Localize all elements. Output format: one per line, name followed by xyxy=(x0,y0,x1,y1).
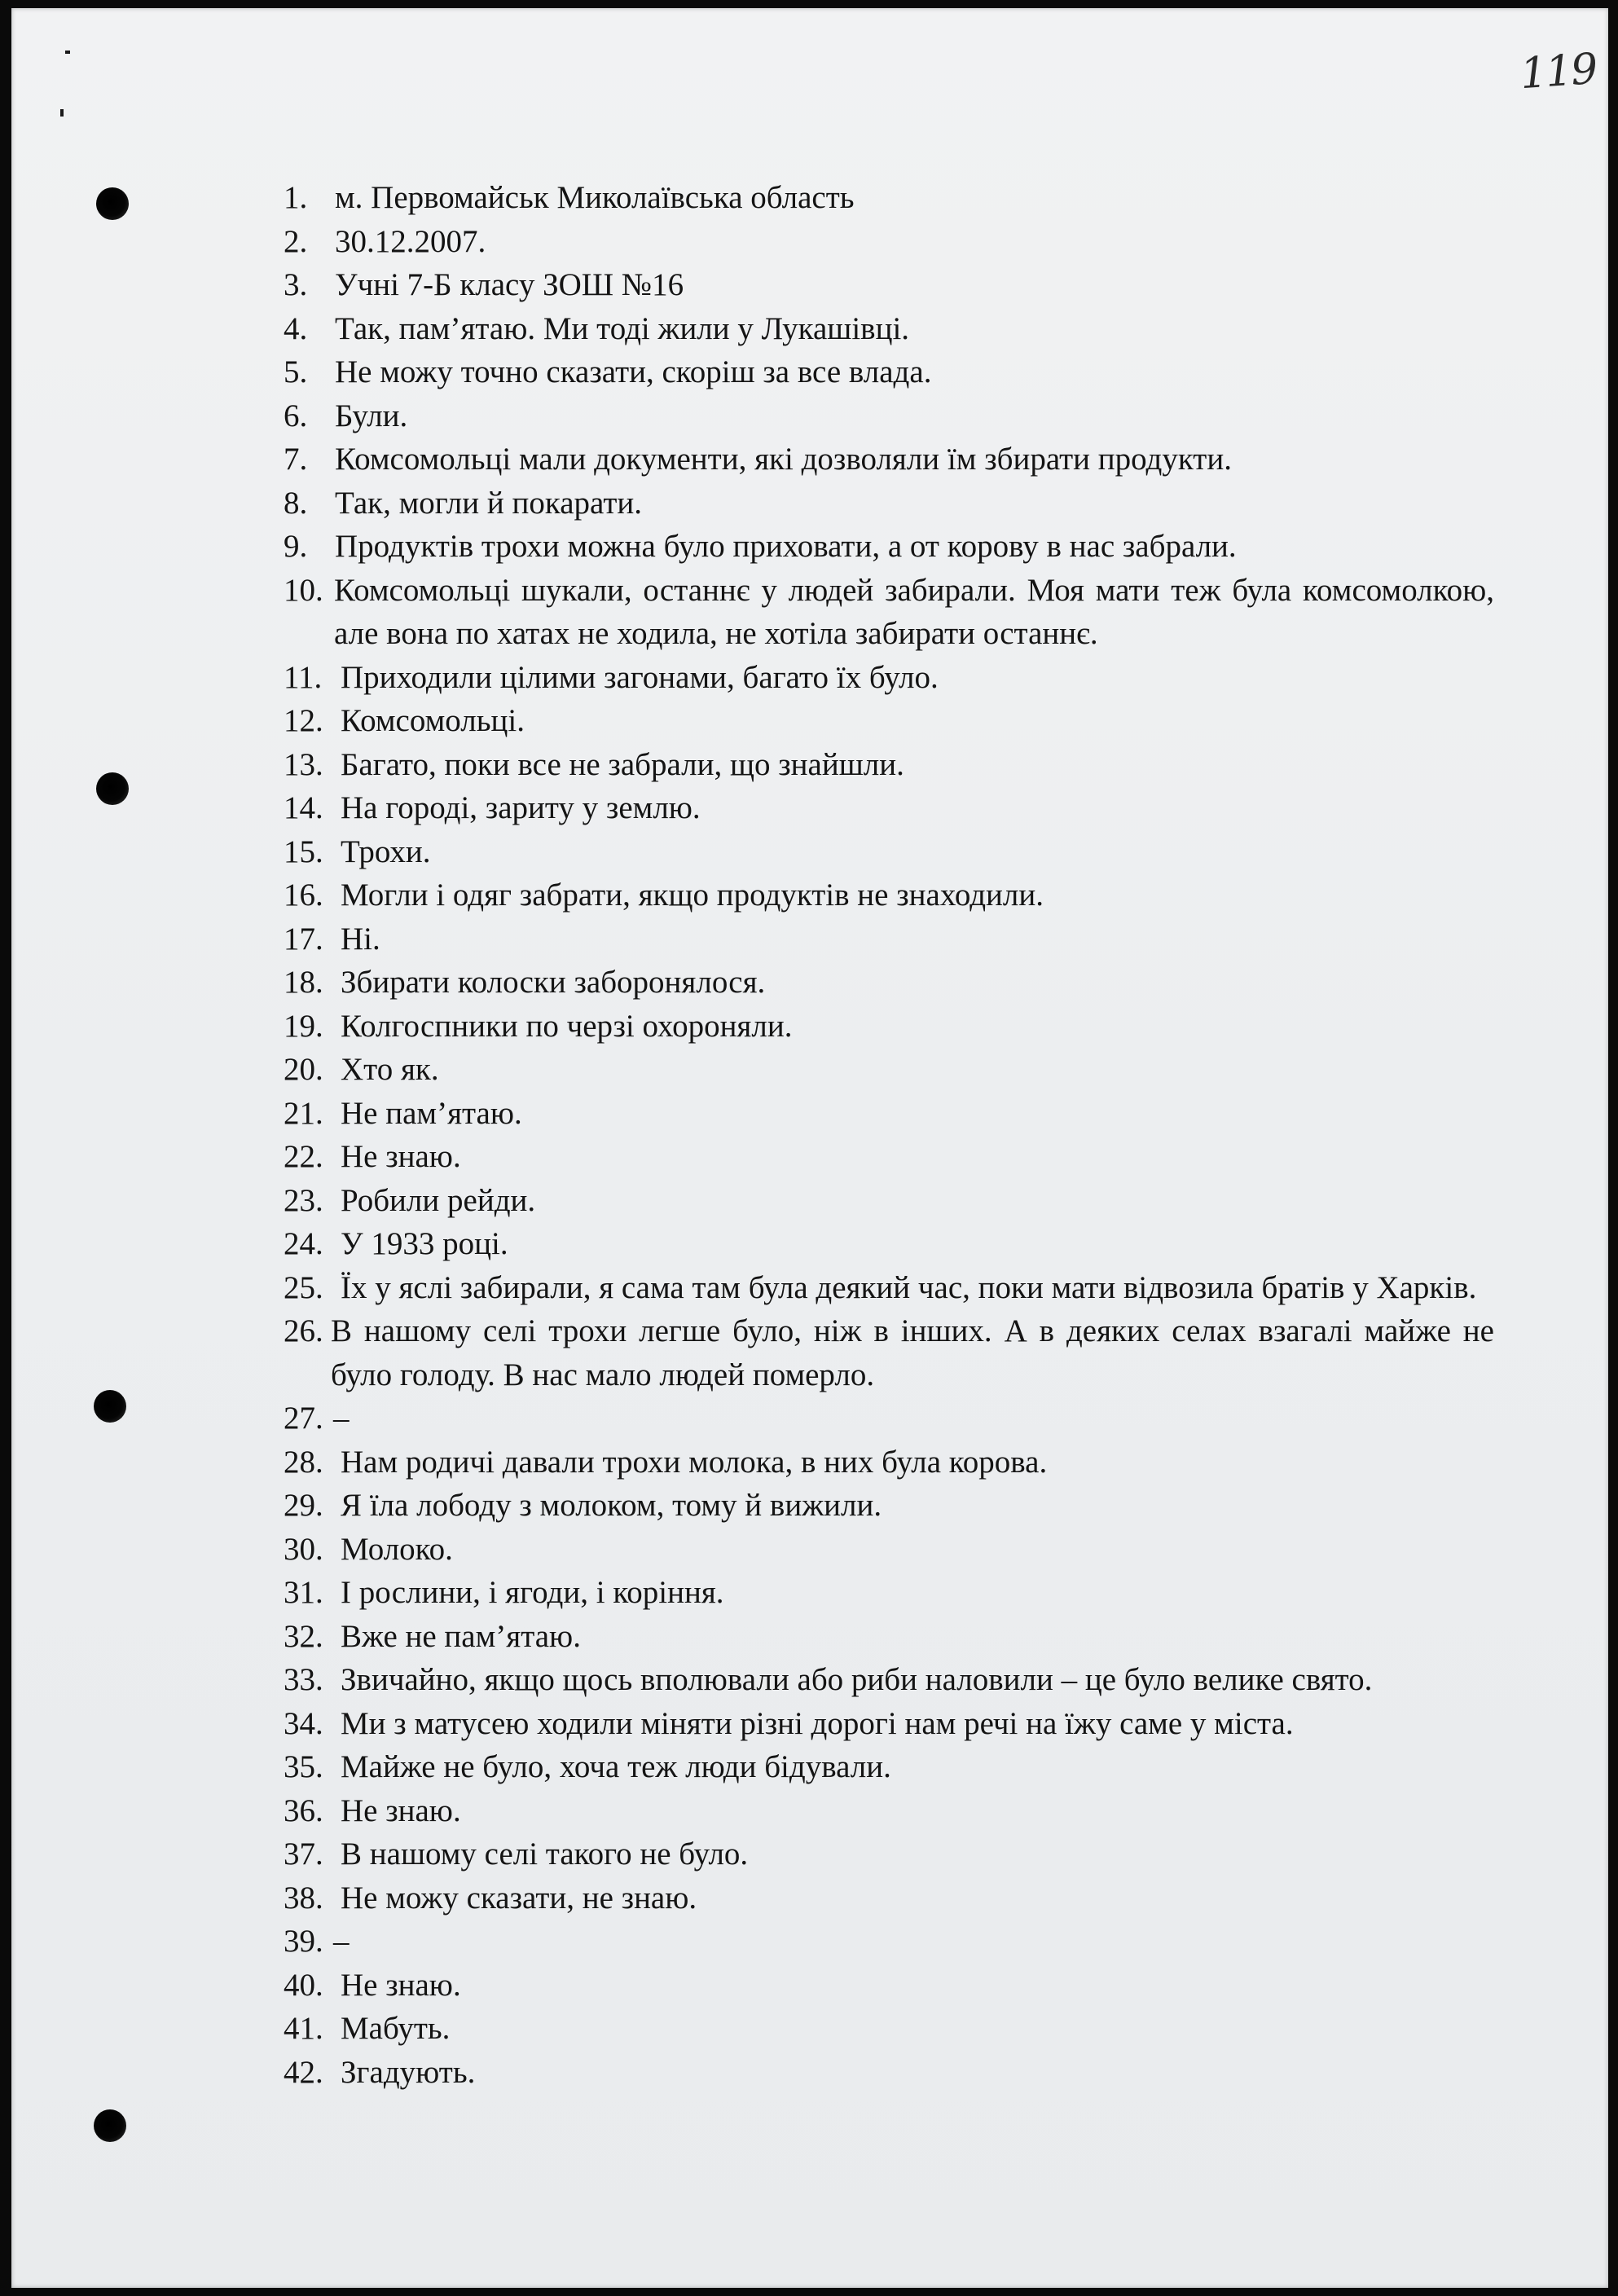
answer-number: 7. xyxy=(284,442,308,477)
answer-item xyxy=(11,1876,1608,1920)
answer-item xyxy=(11,873,1608,917)
answer-text: Ні. xyxy=(341,921,380,957)
answer-item xyxy=(11,1309,1608,1397)
answer-item xyxy=(11,917,1608,961)
answer-item xyxy=(11,1397,1608,1440)
answer-number: 36. xyxy=(284,1792,323,1828)
answer-item xyxy=(11,699,1608,743)
answer-number: 25. xyxy=(284,1269,323,1305)
answer-item xyxy=(11,1135,1608,1179)
answer-item xyxy=(11,482,1608,526)
answer-number: 19. xyxy=(284,1008,323,1044)
answer-number: 35. xyxy=(284,1749,323,1784)
answer-item xyxy=(11,263,1608,307)
answer-number: 12. xyxy=(284,703,323,738)
answer-item xyxy=(11,176,1608,220)
answer-item xyxy=(11,1832,1608,1876)
answer-number: 42. xyxy=(284,2054,323,2090)
answer-text: Не пам’ятаю. xyxy=(341,1095,522,1131)
answer-text: Згадують. xyxy=(341,2054,476,2090)
answer-number: 15. xyxy=(284,834,323,869)
answer-item xyxy=(11,1571,1608,1615)
answer-number: 37. xyxy=(284,1836,323,1872)
answer-number: 14. xyxy=(284,790,323,825)
answer-item xyxy=(11,1658,1608,1702)
answer-text: Багато, поки все не забрали, що знайшли. xyxy=(341,746,904,782)
answer-item xyxy=(11,656,1608,700)
answer-text: Збирати колоски заборонялося. xyxy=(341,965,766,1000)
answer-text: Не можу сказати, не знаю. xyxy=(341,1880,697,1916)
answer-text: Були. xyxy=(335,398,408,433)
answer-text: – xyxy=(333,1401,350,1436)
answer-number: 24. xyxy=(284,1226,323,1261)
answer-item xyxy=(11,2051,1608,2095)
answer-number: 21. xyxy=(284,1095,323,1131)
answer-item xyxy=(11,438,1608,482)
answer-text: Не знаю. xyxy=(341,1139,461,1174)
answer-number: 11. xyxy=(284,659,323,695)
answer-text: Комсомольці мали документи, які дозволяли їм збирати продукти. xyxy=(335,442,1232,477)
answer-text: Молоко. xyxy=(341,1531,453,1567)
answer-text: Ми з матусею ходили міняти різні дорогі нам речі на їжу саме у міста. xyxy=(341,1705,1294,1741)
answer-text: Не можу точно сказати, скоріш за все влада. xyxy=(335,354,932,389)
answer-text: Майже не було, хоча теж люди бідували. xyxy=(341,1749,891,1784)
answer-number: 29. xyxy=(284,1488,323,1523)
answer-text: Їх у яслі забирали, я сама там була деякий час, поки мати відвозила братів у Харків. xyxy=(341,1269,1477,1305)
answer-number: 39. xyxy=(284,1924,323,1959)
answer-item xyxy=(11,1179,1608,1223)
answer-text: В нашому селі такого не було. xyxy=(341,1836,749,1872)
answer-number: 32. xyxy=(284,1618,323,1654)
answer-text: Не знаю. xyxy=(341,1967,461,2003)
answer-text: Колгоспники по черзі охороняли. xyxy=(341,1008,793,1044)
answer-text: У 1933 році. xyxy=(341,1226,508,1261)
answer-text: На городі, зариту у землю. xyxy=(341,790,701,825)
answer-number: 30. xyxy=(284,1531,323,1567)
answer-text: м. Первомайськ Миколаївська область xyxy=(335,180,855,215)
answer-item xyxy=(11,220,1608,264)
answer-text: – xyxy=(333,1924,350,1959)
answer-text: Учні 7-Б класу ЗОШ №16 xyxy=(335,267,684,302)
answer-number: 4. xyxy=(284,310,308,346)
answer-number: 2. xyxy=(284,223,308,259)
answer-text: Звичайно, якщо щось вполювали або риби наловили – це було велике свято. xyxy=(341,1662,1373,1697)
ink-mark xyxy=(65,51,70,54)
answer-number: 34. xyxy=(284,1705,323,1741)
answer-number: 10. xyxy=(284,572,323,608)
answer-number: 20. xyxy=(284,1052,323,1087)
answer-item xyxy=(11,525,1608,569)
answer-number: 3. xyxy=(284,267,308,302)
answer-text: Так, пам’ятаю. Ми тоді жили у Лукашівці. xyxy=(335,310,910,346)
answer-text: В нашому селі трохи легше було, ніж в інших. А в деяких селах взагалі майже не було голоду. В нас мало людей померло. xyxy=(331,1313,1494,1392)
answer-item xyxy=(11,1440,1608,1484)
answer-item xyxy=(11,1702,1608,1746)
answer-text: Я їла лободу з молоком, тому й вижили. xyxy=(341,1488,882,1523)
answer-number: 13. xyxy=(284,746,323,782)
answer-item xyxy=(11,786,1608,830)
answer-number: 40. xyxy=(284,1967,323,2003)
answer-number: 9. xyxy=(284,529,308,564)
answer-item xyxy=(11,1484,1608,1528)
answer-number: 22. xyxy=(284,1139,323,1174)
answer-item xyxy=(11,1745,1608,1789)
answer-item xyxy=(11,1528,1608,1572)
answer-text: Продуктів трохи можна було приховати, а от корову в нас забрали. xyxy=(335,529,1237,564)
answer-item xyxy=(11,569,1608,656)
answer-text: І рослини, і ягоди, і коріння. xyxy=(341,1575,724,1610)
answer-number: 27. xyxy=(284,1401,323,1436)
answer-text: Нам родичі давали трохи молока, в них була корова. xyxy=(341,1444,1048,1480)
answer-number: 17. xyxy=(284,921,323,957)
answer-list xyxy=(11,176,1608,2094)
answer-item xyxy=(11,2007,1608,2051)
answer-text: Комсомольці шукали, останнє у людей забирали. Моя мати теж була комсомолкою, але вона по хатах не ходила, не хотіла забирати останнє. xyxy=(334,572,1494,651)
answer-number: 18. xyxy=(284,965,323,1000)
answer-number: 28. xyxy=(284,1444,323,1480)
answer-number: 8. xyxy=(284,485,308,521)
answer-text: Могли і одяг забрати, якщо продуктів не знаходили. xyxy=(341,877,1044,913)
folio-number: 119 xyxy=(1519,44,1598,99)
answer-item xyxy=(11,350,1608,394)
answer-number: 6. xyxy=(284,398,308,433)
answer-item xyxy=(11,743,1608,787)
answer-text: Так, могли й покарати. xyxy=(335,485,643,521)
answer-number: 23. xyxy=(284,1182,323,1218)
answer-text: Комсомольці. xyxy=(341,703,525,738)
answer-text: Приходили цілими загонами, багато їх було. xyxy=(341,659,939,695)
answer-item xyxy=(11,1964,1608,2008)
answer-item xyxy=(11,1092,1608,1136)
answer-number: 33. xyxy=(284,1662,323,1697)
answer-text: 30.12.2007. xyxy=(335,223,486,259)
ink-mark xyxy=(60,109,64,117)
answer-item xyxy=(11,1222,1608,1266)
answer-number: 26. xyxy=(284,1313,323,1348)
answer-item xyxy=(11,1789,1608,1833)
answer-text: Не знаю. xyxy=(341,1792,461,1828)
answer-number: 5. xyxy=(284,354,308,389)
answer-text: Трохи. xyxy=(341,834,431,869)
answer-number: 31. xyxy=(284,1575,323,1610)
answer-number: 41. xyxy=(284,2011,323,2046)
answer-item xyxy=(11,1266,1608,1310)
answer-item xyxy=(11,961,1608,1005)
document-page xyxy=(11,8,1608,2288)
answer-item xyxy=(11,394,1608,438)
answer-item xyxy=(11,307,1608,351)
answer-number: 16. xyxy=(284,877,323,913)
answer-item xyxy=(11,830,1608,874)
punch-hole-icon xyxy=(94,2109,126,2142)
answer-text: Хто як. xyxy=(341,1052,439,1087)
answer-item xyxy=(11,1005,1608,1049)
answer-item xyxy=(11,1920,1608,1964)
answer-text: Мабуть. xyxy=(341,2011,451,2046)
answer-item xyxy=(11,1048,1608,1092)
answer-number: 38. xyxy=(284,1880,323,1916)
answer-number: 1. xyxy=(284,180,308,215)
answer-item xyxy=(11,1615,1608,1659)
answer-text: Робили рейди. xyxy=(341,1182,536,1218)
answer-text: Вже не пам’ятаю. xyxy=(341,1618,581,1654)
